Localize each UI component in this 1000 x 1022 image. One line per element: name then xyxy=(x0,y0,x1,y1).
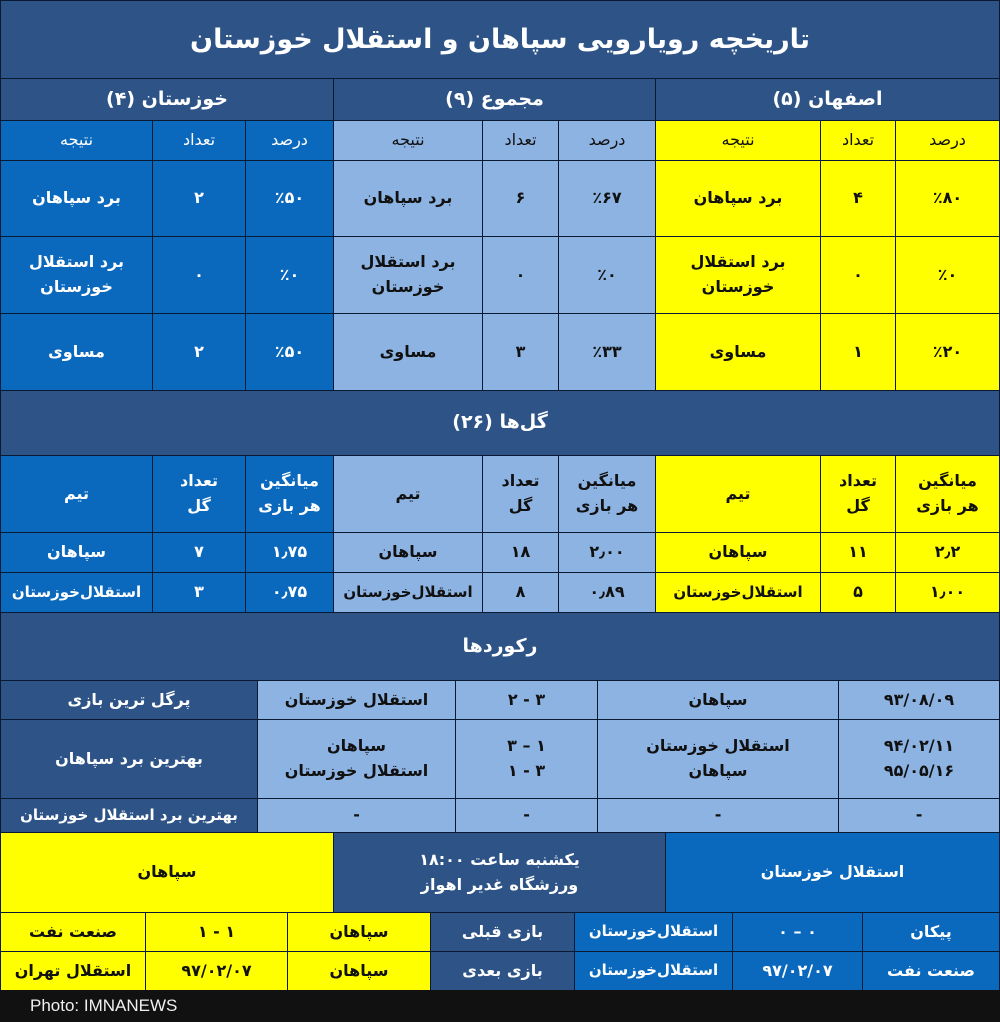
col-header-percent: درصد xyxy=(558,120,656,161)
match-venue: ورزشگاه غدیر اهواز xyxy=(420,874,579,894)
isfahan-sepahan-win-percent: ٪۸۰ xyxy=(895,160,1000,237)
total-sepahan-goals: ۱۸ xyxy=(482,532,559,573)
khuzestan-sepahan-win-percent: ٪۵۰ xyxy=(245,160,334,237)
row-label-line: خوزستان xyxy=(40,277,113,296)
prev-home-score: ۰ – ۰ xyxy=(732,912,863,952)
team-esteghlal: استقلال‌خوزستان xyxy=(655,572,821,613)
col-header-percent: درصد xyxy=(895,120,1000,161)
header-line: تعداد xyxy=(180,471,218,491)
total-sepahan-avg: ۲٫۰۰ xyxy=(558,532,656,573)
isfahan-sepahan-avg: ۲٫۲ xyxy=(895,532,1000,573)
record-score: ۳ - ۲ xyxy=(455,680,598,720)
col-header-goals xyxy=(152,455,246,533)
records-section-title: رکوردها xyxy=(0,612,1000,681)
header-line: هر بازی xyxy=(575,496,639,515)
col-header-avg xyxy=(245,455,334,533)
isfahan-esteghlal-win-percent: ٪۰ xyxy=(895,236,1000,314)
khuzestan-esteghlal-avg: ۰٫۷۵ xyxy=(245,572,334,613)
col-header-result: نتیجه xyxy=(0,120,153,161)
record-home-team: - xyxy=(597,798,839,833)
prev-home-team: استقلال‌خوزستان xyxy=(574,912,733,952)
header-line: هر بازی xyxy=(916,496,979,515)
row-label-sepahan-win: برد سپاهان xyxy=(333,160,483,237)
isfahan-esteghlal-win-count: ۰ xyxy=(820,236,896,314)
khuzestan-esteghlal-goals: ۳ xyxy=(152,572,246,613)
prev-away-score: ۱ - ۱ xyxy=(145,912,288,952)
record-away-team xyxy=(257,719,456,799)
col-header-percent: درصد xyxy=(245,120,334,161)
prev-home-opponent: پیکان xyxy=(862,912,1000,952)
col-header-goals xyxy=(482,455,559,533)
header-line: میانگین xyxy=(577,471,637,491)
row-label-line: خوزستان xyxy=(371,277,445,296)
prev-away-opponent: صنعت نفت xyxy=(0,912,146,952)
col-header-goals xyxy=(820,455,896,533)
record-away-team: - xyxy=(257,798,456,833)
row-label-line: خوزستان xyxy=(701,277,775,296)
team-sepahan: سپاهان xyxy=(655,532,821,573)
col-header-team: تیم xyxy=(333,455,483,533)
record-date xyxy=(838,719,1000,799)
khuzestan-sepahan-win-count: ۲ xyxy=(152,160,246,237)
col-header-avg xyxy=(558,455,656,533)
total-sepahan-win-percent: ٪۶۷ xyxy=(558,160,656,237)
section-header-total: مجموع (۹) xyxy=(333,78,656,121)
khuzestan-esteghlal-win-count: ۰ xyxy=(152,236,246,314)
record-line: ۹۴/۰۲/۱۱ xyxy=(883,736,955,756)
record-away-team: استقلال خوزستان xyxy=(257,680,456,720)
total-esteghlal-avg: ۰٫۸۹ xyxy=(558,572,656,613)
next-home-team: استقلال‌خوزستان xyxy=(574,951,733,991)
record-date: - xyxy=(838,798,1000,833)
next-home-opponent: صنعت نفت xyxy=(862,951,1000,991)
record-label: بهترین برد استقلال خوزستان xyxy=(0,798,258,833)
row-label-line: برد استقلال xyxy=(28,252,125,272)
total-esteghlal-win-count: ۰ xyxy=(482,236,559,314)
col-header-result: نتیجه xyxy=(333,120,483,161)
row-label-esteghlal-win xyxy=(0,236,153,314)
header-line: گل xyxy=(508,496,533,515)
khuzestan-sepahan-goals: ۷ xyxy=(152,532,246,573)
row-label-line: برد استقلال xyxy=(360,252,456,272)
total-esteghlal-goals: ۸ xyxy=(482,572,559,613)
match-time: یکشنبه ساعت ۱۸:۰۰ xyxy=(419,849,580,869)
page-title: تاریخچه رویارویی سپاهان و استقلال خوزستان xyxy=(0,0,1000,79)
col-header-result: نتیجه xyxy=(655,120,821,161)
col-header-team: تیم xyxy=(0,455,153,533)
total-draw-count: ۳ xyxy=(482,313,559,391)
section-header-isfahan: اصفهان (۵) xyxy=(655,78,1000,121)
khuzestan-draw-count: ۲ xyxy=(152,313,246,391)
photo-credit: Photo: IMNANEWS xyxy=(0,990,1000,1022)
row-label-esteghlal-win xyxy=(655,236,821,314)
total-esteghlal-win-percent: ٪۰ xyxy=(558,236,656,314)
header-line: گل xyxy=(187,496,211,515)
match-away-team: سپاهان xyxy=(0,832,334,913)
total-sepahan-win-count: ۶ xyxy=(482,160,559,237)
goals-section-title: گل‌ها (۲۶) xyxy=(0,390,1000,456)
header-line: میانگین xyxy=(918,471,977,491)
row-label-draw: مساوی xyxy=(655,313,821,391)
record-line: استقلال خوزستان xyxy=(284,761,429,780)
row-label-line: برد استقلال xyxy=(690,252,786,272)
next-away-opponent: استقلال تهران xyxy=(0,951,146,991)
header-line: تعداد xyxy=(839,471,877,491)
team-esteghlal: استقلال‌خوزستان xyxy=(333,572,483,613)
isfahan-draw-count: ۱ xyxy=(820,313,896,391)
record-date: ۹۳/۰۸/۰۹ xyxy=(838,680,1000,720)
row-label-draw: مساوی xyxy=(333,313,483,391)
isfahan-sepahan-goals: ۱۱ xyxy=(820,532,896,573)
khuzestan-draw-percent: ٪۵۰ xyxy=(245,313,334,391)
row-label-sepahan-win: برد سپاهان xyxy=(0,160,153,237)
row-label-esteghlal-win xyxy=(333,236,483,314)
record-line: ۱ – ۳ xyxy=(507,736,546,756)
header-line: تعداد xyxy=(501,471,540,491)
record-home-team xyxy=(597,719,839,799)
team-sepahan: سپاهان xyxy=(333,532,483,573)
record-label: بهترین برد سپاهان xyxy=(0,719,258,799)
next-match-label: بازی بعدی xyxy=(430,951,575,991)
isfahan-sepahan-win-count: ۴ xyxy=(820,160,896,237)
record-score: - xyxy=(455,798,598,833)
record-line: استقلال خوزستان xyxy=(646,736,790,756)
khuzestan-esteghlal-win-percent: ٪۰ xyxy=(245,236,334,314)
isfahan-esteghlal-goals: ۵ xyxy=(820,572,896,613)
team-sepahan: سپاهان xyxy=(0,532,153,573)
header-line: گل xyxy=(846,496,870,515)
record-label: پرگل ترین بازی xyxy=(0,680,258,720)
next-away-team: سپاهان xyxy=(287,951,431,991)
next-away-date: ۹۷/۰۲/۰۷ xyxy=(145,951,288,991)
row-label-draw: مساوی xyxy=(0,313,153,391)
record-line: ۳ - ۱ xyxy=(507,761,546,780)
record-score xyxy=(455,719,598,799)
col-header-avg xyxy=(895,455,1000,533)
row-label-sepahan-win: برد سپاهان xyxy=(655,160,821,237)
next-home-date: ۹۷/۰۲/۰۷ xyxy=(732,951,863,991)
prev-away-team: سپاهان xyxy=(287,912,431,952)
col-header-count: تعداد xyxy=(152,120,246,161)
col-header-count: تعداد xyxy=(820,120,896,161)
section-header-khuzestan: خوزستان (۴) xyxy=(0,78,334,121)
match-info xyxy=(333,832,666,913)
header-line: میانگین xyxy=(260,471,319,491)
record-line: سپاهان xyxy=(326,736,387,756)
col-header-count: تعداد xyxy=(482,120,559,161)
khuzestan-sepahan-avg: ۱٫۷۵ xyxy=(245,532,334,573)
total-draw-percent: ٪۳۳ xyxy=(558,313,656,391)
col-header-team: تیم xyxy=(655,455,821,533)
team-esteghlal: استقلال‌خوزستان xyxy=(0,572,153,613)
record-home-team: سپاهان xyxy=(597,680,839,720)
isfahan-draw-percent: ٪۲۰ xyxy=(895,313,1000,391)
match-home-team: استقلال خوزستان xyxy=(665,832,1000,913)
record-line: سپاهان xyxy=(688,761,748,780)
prev-match-label: بازی قبلی xyxy=(430,912,575,952)
header-line: هر بازی xyxy=(258,496,321,515)
isfahan-esteghlal-avg: ۱٫۰۰ xyxy=(895,572,1000,613)
record-line: ۹۵/۰۵/۱۶ xyxy=(883,761,955,780)
